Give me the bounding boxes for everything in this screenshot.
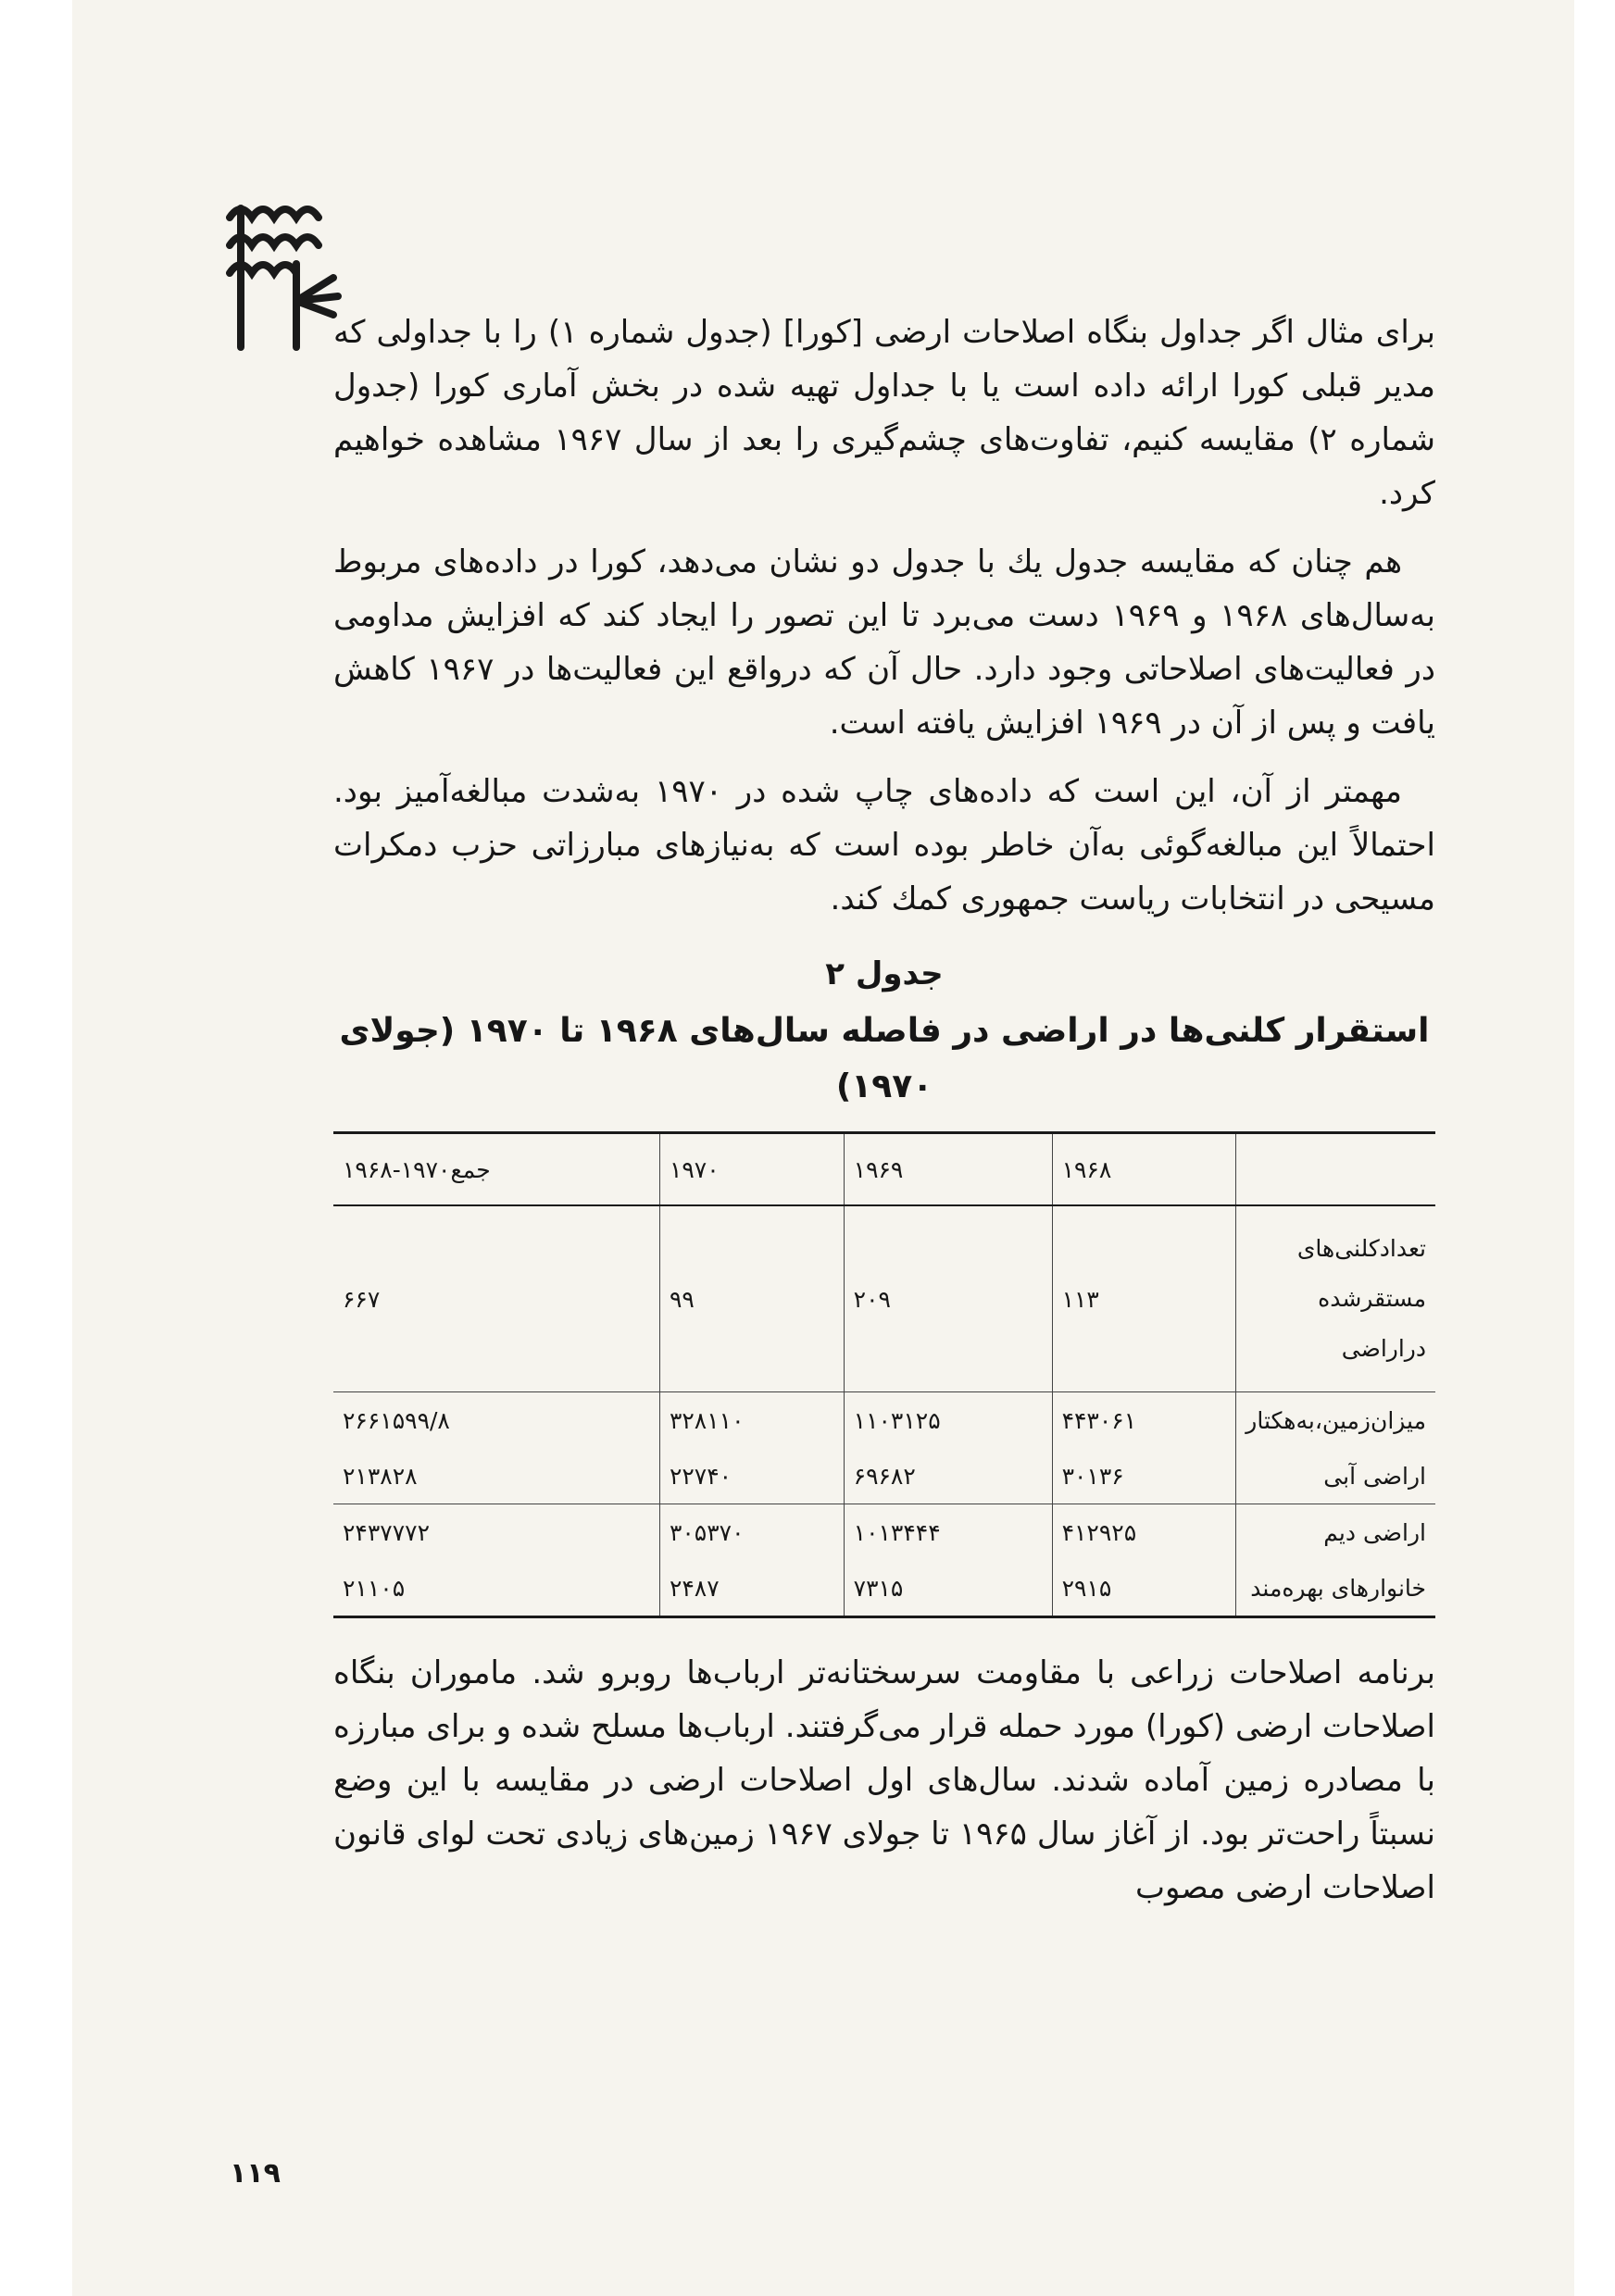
- table-row: [333, 1392, 1435, 1449]
- table-cell: ۹۹: [659, 1205, 844, 1392]
- table-cell: ۴۱۲۹۲۵: [1052, 1504, 1236, 1561]
- table-cell: ۲۴۳۷۷۷۲: [333, 1504, 659, 1561]
- table-header-cell: ۱۹۷۰: [659, 1133, 844, 1206]
- row-label: اراضی آبی: [1236, 1448, 1435, 1504]
- statistics-table: [333, 1131, 1435, 1618]
- paragraph-4: برنامه اصلاحات زراعی با مقاومت سرسختانه‌تر ارباب‌ها روبرو شد. ماموران بنگاه اصلاحات ارضی (کورا) مورد حمله قرار می‌گرفتند. ارباب‌ها مسلح شده و برای مبارزه با مصادره زمین آماده شدند. سال‌های اول اصلاحات ارضی در مقایسه با این وضع نسبتاً راحت‌تر بود. از آغاز سال ۱۹۶۵ تا جولای ۱۹۶۷ زمین‌های زیادی تحت لوای قانون اصلاحات ارضی مصوب: [333, 1654, 1435, 1906]
- table-cell: ۲۶۶۱۵۹۹/۸: [333, 1392, 659, 1449]
- row-label: [1236, 1205, 1435, 1392]
- table-cell: ۲۰۹: [844, 1205, 1052, 1392]
- paragraph-3: مهمتر از آن، این است که داده‌های چاپ شده در ۱۹۷۰ به‌شدت مبالغه‌آمیز بود. احتمالاً این مبالغه‌گوئی به‌آن خاطر بوده است که به‌نیازهای مبارزاتی حزب دمکرات مسیحی در انتخابات ریاست جمهوری کمك کند.: [333, 773, 1435, 917]
- row-label-line: دراراضی: [1341, 1335, 1426, 1362]
- table-cell: ۴۴۳۰۶۱: [1052, 1392, 1236, 1449]
- table-cell: ۶۹۶۸۲: [844, 1448, 1052, 1504]
- table-row: [333, 1560, 1435, 1617]
- table-cell: ۲۱۳۸۲۸: [343, 1462, 418, 1490]
- page-sheet: [72, 0, 1574, 2296]
- table-cell: ۲۲۷۴۰: [659, 1448, 844, 1504]
- table-cell: ۲۱۱۰۵: [343, 1574, 406, 1602]
- table-cell: ۳۲۸۱۱۰: [659, 1392, 844, 1449]
- row-label-line: تعدادکلنی‌های: [1296, 1235, 1426, 1262]
- table-header-cell: ۱۹۶۸: [1052, 1133, 1236, 1206]
- table-cell: ۱۱۳: [1052, 1205, 1236, 1392]
- row-label: میزان‌زمین،به‌هکتار: [1236, 1392, 1435, 1449]
- table-cell: ۲۴۸۷: [659, 1560, 844, 1617]
- row-label-line: مستقرشده: [1318, 1285, 1426, 1312]
- table-title: استقرار کلنی‌ها در اراضی در فاصله سال‌های ۱۹۶۸ تا ۱۹۷۰ (جولای ۱۹۷۰): [339, 1012, 1430, 1105]
- table-header-cell: جمع۱۹۷۰-۱۹۶۸: [333, 1133, 659, 1206]
- table-row: [333, 1448, 1435, 1504]
- table-header-cell: ۱۹۶۹: [844, 1133, 1052, 1206]
- page-number: ۱۱۹: [230, 2157, 281, 2190]
- table-caption: جدول ۲: [825, 955, 944, 992]
- row-label: خانوارهای بهره‌مند: [1236, 1560, 1435, 1617]
- table-cell: ۱۰۱۳۴۴۴: [844, 1504, 1052, 1561]
- page-content: [333, 306, 1435, 1929]
- table-cell: ۳۰۵۳۷۰: [659, 1504, 844, 1561]
- table-cell: ۷۳۱۵: [844, 1560, 1052, 1617]
- table-row: [333, 1205, 1435, 1392]
- table-cell: ۱۱۰۳۱۲۵: [844, 1392, 1052, 1449]
- table-cell: ۳۰۱۳۶: [1052, 1448, 1236, 1504]
- paragraph-2: هم چنان که مقایسه جدول یك با جدول دو نشان می‌دهد، کورا در داده‌های مربوط به‌سال‌های ۱۹۶۸ و ۱۹۶۹ دست می‌برد تا این تصور را ایجاد کند که افزایش مداومی در فعالیت‌های اصلاحاتی وجود دارد. حال آن که درواقع این فعالیت‌ها در ۱۹۶۷ کاهش یافت و پس از آن در ۱۹۶۹ افزایش یافته است.: [333, 543, 1435, 742]
- table-cell: ۶۶۷: [343, 1285, 381, 1313]
- table-row: [333, 1504, 1435, 1561]
- paragraph-1: برای مثال اگر جداول بنگاه اصلاحات ارضی [کورا] (جدول شماره ۱) را با جداولی که مدیر قبلی کورا ارائه داده است یا با جداول تهیه شده در بخش آماری کورا (جدول شماره ۲) مقایسه کنیم، تفاوت‌های چشم‌گیری را بعد از سال ۱۹۶۷ مشاهده خواهیم کرد.: [333, 314, 1435, 512]
- table-cell: ۲۹۱۵: [1052, 1560, 1236, 1617]
- row-label: اراضی دیم: [1236, 1504, 1435, 1561]
- table-header-cell: [1236, 1133, 1435, 1206]
- table-header-row: [333, 1133, 1435, 1206]
